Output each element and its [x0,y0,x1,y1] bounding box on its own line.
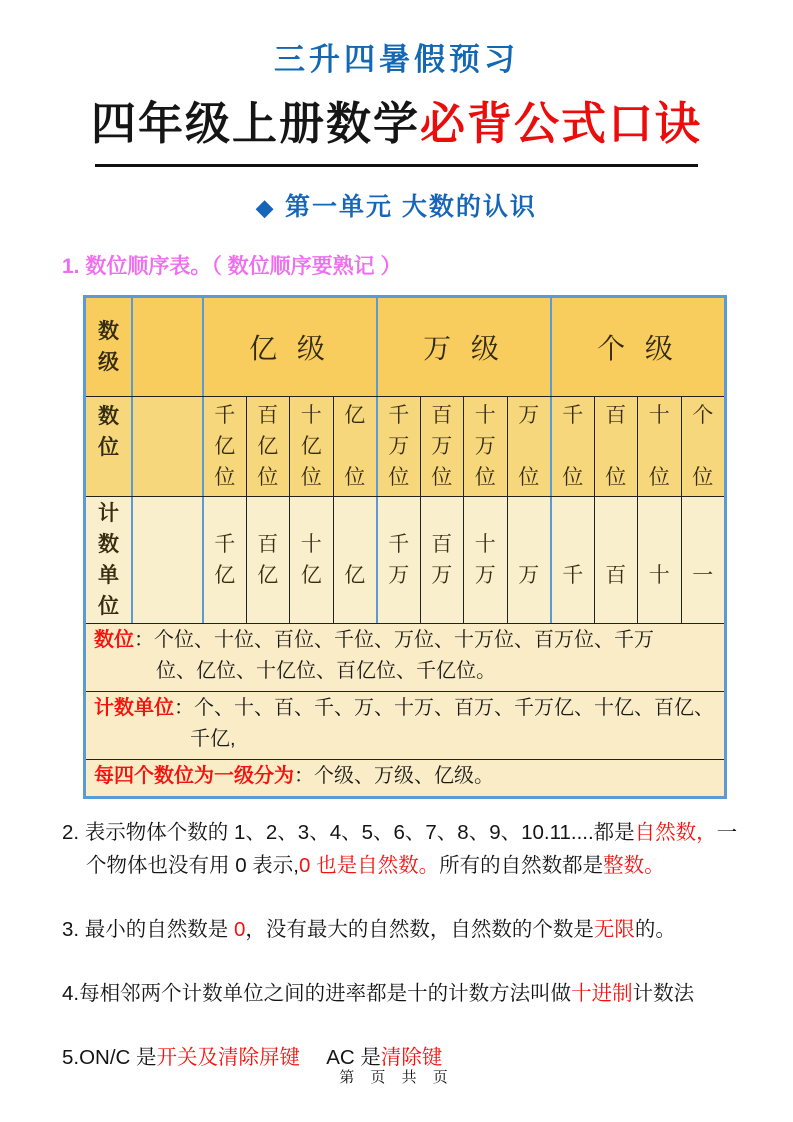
stack-line: 万 [474,564,496,587]
stack-line: 万 [431,435,453,458]
stack-line: 一 [692,564,714,587]
counting-unit-cell [550,497,594,623]
text-segment: 3. 最小的自然数是 [62,918,234,941]
stack-line: 个 [692,404,714,427]
stack-line: 计 [98,502,119,525]
stack-line: 百 [257,404,279,427]
stack-line: 亿 [344,404,366,427]
stack-line: 单 [98,564,119,587]
text-segment: AC 是 [300,1046,381,1069]
note-label: 计数单位 [94,697,174,719]
group-header-wan: 万 级 [376,298,550,396]
note-text: ：个级、万级、亿级。 [294,765,494,787]
stack-line: 千 [214,404,236,427]
text-segment: 2. 表示物体个数的 1、2、3、4、5、6、7、8、9、10.11....都是 [62,821,635,844]
counting-unit-cell [594,497,638,623]
stack-line: 十 [648,404,670,427]
stack-line: 位 [474,466,496,489]
stack-line: 百 [257,533,279,556]
table-note-digit-places [86,623,724,691]
digit-place-cell [289,397,333,496]
list-item-3 [62,913,753,946]
counting-unit-cell [202,497,246,623]
section-heading [0,187,793,223]
stack-line: 万 [388,435,410,458]
text-segment: 自然数， [634,821,717,844]
row-header-level [86,298,131,396]
stack-line: 千 [214,533,236,556]
stack-line [700,529,706,560]
stack-line: 万 [518,564,540,587]
text-segment: 0 [234,918,246,941]
text-segment: 0 也是自然数。 [299,854,440,877]
digit-place-cell [681,397,725,496]
counting-unit-cell [333,497,377,623]
stack-line: 万 [474,435,496,458]
stack-line: 亿 [300,564,322,587]
stack-line [700,431,706,462]
stack-line: 位 [692,466,714,489]
stack-line: 千 [388,404,410,427]
stack-line: 千 [562,564,584,587]
digit-place-cell [550,397,594,496]
stack-line: 级 [98,351,119,374]
empty-cell [131,397,202,496]
stack-line: 十 [648,564,670,587]
list-item-2 [62,816,753,882]
stack-line [570,529,576,560]
section-heading-label: 第一单元 大数的认识 [284,193,537,221]
stack-line: 万 [518,404,540,427]
stack-line: 亿 [300,435,322,458]
counting-unit-cell [637,497,681,623]
text-segment: 所有的自然数都是 [439,854,604,877]
kicker-title: 三升四暑假预习 [274,42,519,77]
stack-line: 位 [257,466,279,489]
stack-line: 数 [98,405,119,428]
table-row-digit-places [86,396,724,496]
stack-line: 数 [98,533,119,556]
stack-line [656,529,662,560]
note-line: 位、亿位、十亿位、百亿位、千亿位。 [156,660,496,682]
stack-line: 位 [98,595,119,618]
stack-line: 十 [474,404,496,427]
table-row-counting-units [86,496,724,623]
stack-line [613,431,619,462]
stack-line [570,431,576,462]
stack-line: 位 [214,466,236,489]
table-note-counting-units [86,691,724,759]
page-title [0,87,793,152]
group-header-yi: 亿 级 [202,298,376,396]
text-segment: 4.每相邻两个计数单位之间的进率都是十的计数方法叫做 [62,982,572,1005]
digit-place-cell [637,397,681,496]
digit-place-cell [420,397,464,496]
stack-line: 百 [605,564,627,587]
stack-line: 亿 [257,435,279,458]
text-segment: 一 [716,821,738,844]
note-line [94,625,714,656]
place-value-table [83,295,727,799]
note-text: ：个、十、百、千、万、十万、百万、千万亿、十亿、百亿、 [174,697,714,719]
table-note-grouping [86,759,724,796]
stack-line: 十 [300,404,322,427]
stack-line: 十 [474,533,496,556]
note-line [94,761,714,792]
stack-line [656,431,662,462]
counting-unit-cell [681,497,725,623]
diamond-icon: ◆ [256,195,275,220]
digit-place-cell [376,397,420,496]
stack-line [352,431,358,462]
counting-unit-cell [289,497,333,623]
note-line: 千亿, [190,728,236,750]
stack-line: 百 [605,404,627,427]
stack-line: 位 [388,466,410,489]
counting-unit-cell [463,497,507,623]
stack-line: 十 [300,533,322,556]
stack-line: 万 [431,564,453,587]
stack-line: 位 [98,436,119,459]
stack-line: 数 [98,320,119,343]
stack-line: 亿 [214,564,236,587]
table-row-level [86,298,724,396]
stack-line: 位 [648,466,670,489]
group-header-ge: 个 级 [550,298,724,396]
page-title-red: 必背公式口诀 [420,98,703,149]
stack-line [352,529,358,560]
page-footer: 第 页 共 页 [339,1069,454,1086]
stack-line: 亿 [214,435,236,458]
text-segment: 5.ON/C 是 [62,1046,157,1069]
digit-place-cell [507,397,551,496]
stack-line: 百 [431,533,453,556]
text-segment: 的。 [634,918,676,941]
stack-line: 亿 [257,564,279,587]
row-header-counting-units [86,497,131,623]
digit-place-cell [594,397,638,496]
stack-line [613,529,619,560]
digit-place-cell [246,397,290,496]
digit-place-cell [202,397,246,496]
note-label: 数位 [94,629,134,651]
body-items [62,816,753,1074]
text-segment: 清除键 [380,1046,443,1069]
list-item-1: 1. 数位顺序表。（ 数位顺序要熟记 ） [62,255,402,278]
stack-line: 万 [388,564,410,587]
counting-unit-cell [420,497,464,623]
text-segment: 无限 [593,918,635,941]
stack-line: 位 [344,466,366,489]
page-title-black: 四年级上册数学 [90,98,420,149]
list-item-4 [62,977,753,1010]
stack-line: 百 [431,404,453,427]
note-text: ：个位、十位、百位、千位、万位、十万位、百万位、千万 [134,629,654,651]
text-segment: 开关及清除屏键 [156,1046,301,1069]
stack-line: 位 [431,466,453,489]
counting-unit-cell [246,497,290,623]
stack-line: 位 [518,466,540,489]
text-segment: 整数。 [603,854,665,877]
text-segment: 个物体也没有用 0 表示, [86,854,299,877]
item-2-line-1 [62,816,753,849]
digit-place-cell [333,397,377,496]
stack-line: 位 [605,466,627,489]
stack-line: 亿 [344,564,366,587]
text-segment: 计数法 [632,982,695,1005]
stack-line: 千 [388,533,410,556]
stack-line [526,529,532,560]
item-2-line-2 [62,849,753,882]
counting-unit-cell [507,497,551,623]
empty-cell [131,497,202,623]
text-segment: 十进制 [571,982,633,1005]
text-segment: ，没有最大的自然数，自然数的个数是 [245,918,594,941]
stack-line [526,431,532,462]
stack-line: 位 [562,466,584,489]
row-header-digit-places [86,397,131,496]
counting-unit-cell [376,497,420,623]
note-line [94,693,714,724]
note-label: 每四个数位为一级分为 [94,765,294,787]
stack-line: 位 [300,466,322,489]
digit-place-cell [463,397,507,496]
title-divider [95,164,698,167]
empty-cell [131,298,202,396]
stack-line: 千 [562,404,584,427]
